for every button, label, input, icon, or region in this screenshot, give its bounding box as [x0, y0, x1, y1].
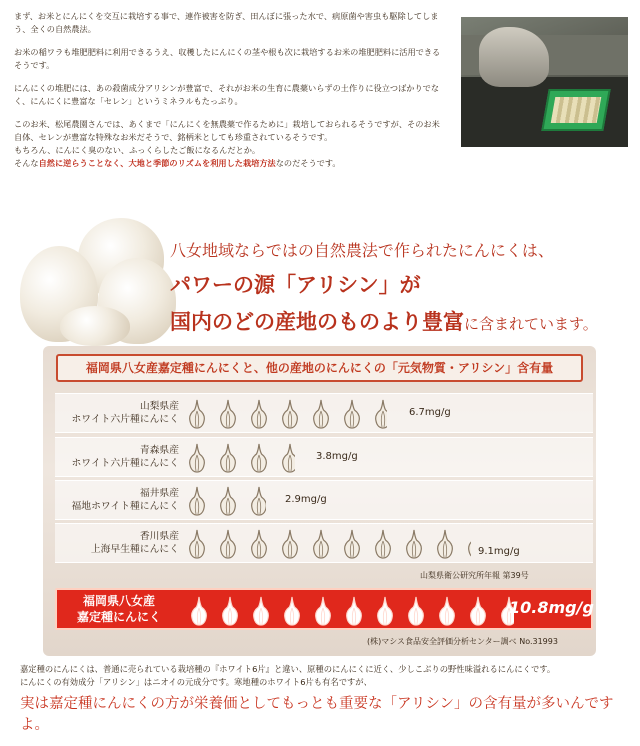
chart-row: [55, 480, 593, 520]
headline-suffix: に含まれています。: [464, 315, 598, 333]
chart-row: [55, 437, 593, 477]
intro-paragraph: まず、お米とにんにくを交互に栽培する事で、連作被害を防ぎ、田んぼに張った水で、病原菌や害虫も駆除してしまう、全くの自然農法。: [14, 11, 439, 34]
garlic-icon: [467, 529, 471, 559]
garlic-icon: [221, 596, 239, 626]
intro-emphasis: 自然に逆らうことなく、大地と季節のリズムを利用した栽培方法: [38, 158, 276, 168]
row-label-line: ホワイト六片種にんにく: [71, 414, 179, 425]
garlic-icon: [436, 529, 454, 559]
intro-line: このお米、松尾農園さんでは、あくまで「にんにくを無農薬で作るために」栽培しておられるそうですが、そのお米自体、セレンが豊富な特殊なお米だそうで、銘柄米としても珍重されているそうです。: [14, 119, 440, 142]
highlight-row: [55, 588, 593, 630]
garlic-icon: [314, 596, 332, 626]
garlic-icon: [188, 529, 206, 559]
intro-line: もちろん、にんにく臭のない、ふっくらしたご飯になるんだとか。: [14, 145, 261, 155]
intro-text-plain: なのだそうです。: [275, 158, 341, 168]
basket-image: [541, 89, 610, 131]
garlic-icon: [374, 529, 392, 559]
intro-paragraph: にんにくの堆肥には、あの殺菌成分アリシンが豊富で、それがお米の生育に農薬いらずの土作りに役立つばかりでなく、にんにくに豊富な「セレン」というミネラルもたっぷり。: [14, 83, 440, 106]
intro-line: [14, 157, 446, 170]
garlic-icon: [407, 596, 425, 626]
row-label: [55, 530, 179, 556]
bottom-text: [20, 663, 630, 689]
garlic-icon: [252, 596, 270, 626]
garlic-icon: [219, 443, 237, 473]
garlic-icon: [343, 399, 361, 429]
intro-paragraph: お米の稲ワラも堆肥肥料に利用できるうえ、収穫したにんにくの茎や根も次に栽培するお米の堆肥肥料に活用できるそうです。: [14, 47, 441, 70]
garlic-icon: [190, 596, 208, 626]
row-label: [55, 444, 179, 470]
garlic-icon: [250, 529, 268, 559]
garlic-icon: [374, 399, 387, 429]
highlight-label-line: 嘉定種にんにく: [76, 610, 161, 624]
garlic-icon: [281, 443, 295, 473]
headline-line: [170, 306, 598, 336]
highlight-value: 10.8mg/g: [509, 598, 594, 617]
garlic-icon: [345, 596, 363, 626]
row-label-line: 山梨県産: [139, 401, 179, 412]
garlic-icon: [250, 399, 268, 429]
garlic-icon: [219, 529, 237, 559]
row-label-line: ホワイト六片種にんにく: [71, 458, 179, 469]
row-value: 9.1mg/g: [478, 546, 520, 557]
chart-title: 福岡県八女産嘉定種にんにくと、他の産地のにんにくの「元気物質・アリシン」含有量: [56, 354, 583, 382]
row-label: [55, 487, 179, 513]
garlic-icon: [376, 596, 394, 626]
headline: [170, 240, 640, 334]
farm-photo: [461, 17, 628, 147]
garlic-icon: [188, 443, 206, 473]
garlic-icon: [188, 399, 206, 429]
row-label-line: 福地ホワイト種にんにく: [71, 501, 179, 512]
row-value: 6.7mg/g: [409, 407, 451, 418]
garlic-icon: [219, 399, 237, 429]
highlight-label: [57, 593, 181, 625]
row-value: 2.9mg/g: [285, 494, 327, 505]
garlic-icon: [188, 486, 206, 516]
garlic-icon: [283, 596, 301, 626]
garlic-icon: [281, 399, 299, 429]
row-label-line: 香川県産: [139, 531, 179, 542]
garlic-icon: [312, 529, 330, 559]
headline-main: 国内のどの産地のものより豊富: [170, 309, 464, 334]
chart-row: [55, 523, 593, 563]
chart-source: (株)マシス食品安全評価分析センター調べ No.31993: [367, 637, 558, 646]
bottom-line: 嘉定種のにんにくは、普通に売られている栽培種の『ホワイト6片』と違い、原種のにんにくに近く、少しこぶりの野性味溢れるにんにくです。: [20, 664, 556, 674]
headline-line: 八女地域ならではの自然農法で作られたにんにくは、: [170, 241, 554, 260]
bottom-line: にんにくの有効成分「アリシン」はニオイの元成分です。寒地種のホワイト6片も有名ですが、: [20, 677, 372, 687]
highlight-label-line: 福岡県八女産: [82, 594, 155, 608]
garlic-icon: [405, 529, 423, 559]
garlic-icon: [281, 529, 299, 559]
row-label-line: 上海早生種にんにく: [90, 544, 179, 555]
garlic-icon: [438, 596, 456, 626]
garlic-icon: [219, 486, 237, 516]
chart-source: 山梨県衛公研究所年報 第39号: [420, 571, 529, 580]
row-label: [55, 400, 179, 426]
garlic-icon: [250, 443, 268, 473]
intro-paragraph: [14, 118, 446, 170]
row-label-line: 福井県産: [139, 488, 179, 499]
headline-line: パワーの源「アリシン」が: [170, 272, 421, 297]
intro-text: [14, 10, 446, 170]
garlic-icon: [250, 486, 266, 516]
row-value: 3.8mg/g: [316, 451, 358, 462]
garlic-icon: [312, 399, 330, 429]
row-label-line: 青森県産: [139, 445, 179, 456]
closing-statement: 実は嘉定種にんにくの方が栄養価としてもっとも重要な「アリシン」の含有量が多いんですよ。: [20, 696, 614, 733]
chart-row: [55, 393, 593, 433]
intro-text-plain: そんな: [14, 158, 39, 168]
garlic-icon: [343, 529, 361, 559]
garlic-icon: [469, 596, 487, 626]
